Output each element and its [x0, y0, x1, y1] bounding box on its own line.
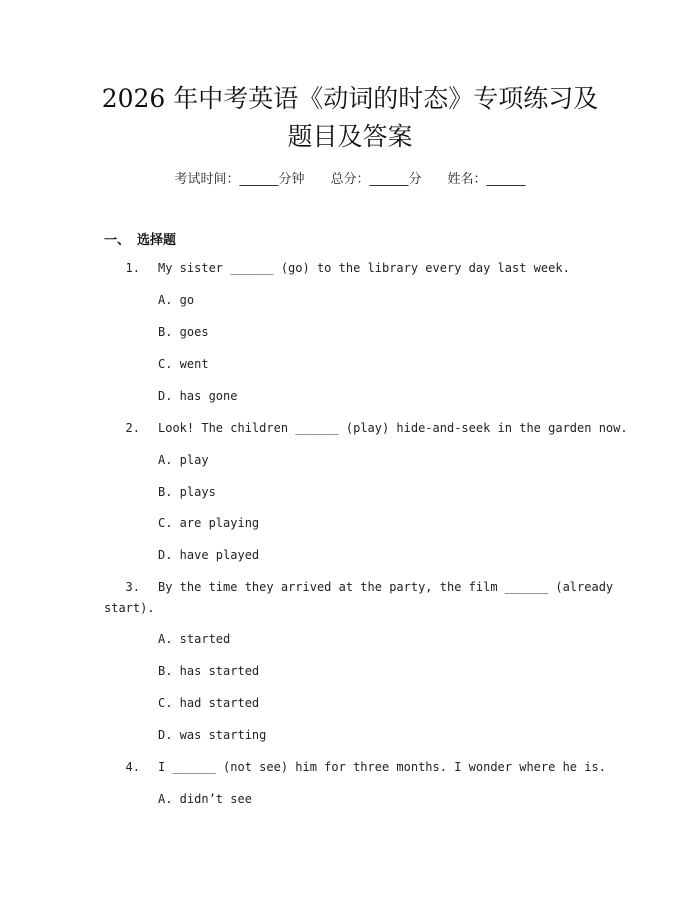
question-number: 4. [125, 760, 140, 774]
total-score-field: 总分：______分 [330, 172, 422, 187]
question-text: My sister ______ (go) to the library every day last week. [158, 261, 570, 275]
answer-option: B. has started [158, 664, 260, 678]
question-number: 2. [125, 421, 140, 435]
answer-option: A. started [158, 632, 231, 646]
document-title-line-2: 题目及答案 [287, 122, 413, 151]
question-number: 1. [125, 261, 140, 275]
exam-info [0, 168, 700, 187]
question-text: Look! The children ______ (play) hide-and-seek in the garden now. [158, 421, 628, 435]
section-number: 一、 [104, 233, 131, 248]
answer-option: A. play [158, 453, 209, 467]
answer-option: A. didn’t see [158, 792, 252, 806]
answer-option: C. had started [158, 696, 260, 710]
answer-option: D. was starting [158, 728, 267, 742]
section-heading [104, 229, 176, 248]
section-title: 选择题 [137, 233, 177, 248]
answer-option: C. are playing [158, 516, 260, 530]
answer-option: A. go [158, 293, 195, 307]
document-title-line-1: 2026 年中考英语《动词的时态》专项练习及 [101, 84, 599, 113]
question-text-continuation: start). [104, 601, 155, 615]
answer-option: C. went [158, 357, 209, 371]
student-name-field: 姓名：______ [447, 172, 526, 187]
answer-option: D. has gone [158, 389, 238, 403]
question-text: I ______ (not see) him for three months. I wonder where he is. [158, 760, 606, 774]
answer-option: B. goes [158, 325, 209, 339]
question-number: 3. [125, 580, 140, 594]
question-text: By the time they arrived at the party, the film ______ (already [158, 580, 614, 594]
exam-time-field: 考试时间：______分钟 [174, 172, 305, 187]
answer-option: B. plays [158, 485, 216, 499]
answer-option: D. have played [158, 548, 260, 562]
